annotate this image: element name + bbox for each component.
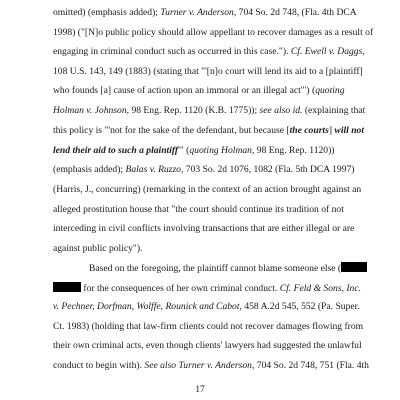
text-segment: Based on the foregoing, the plaintiff cannot blame someone else ( [89,263,342,274]
text-segment: 1998) ("[N]o public policy should allow appellant to recover damages as a result of [53,27,374,38]
text-line [53,145,335,157]
text-line [53,223,354,235]
text-line [53,85,345,97]
text-segment: lend their aid to such a plaintiff [53,145,179,156]
text-segment: (explaining that [302,105,366,116]
text-segment: Ct. 1983) (holding that law-firm clients could not recover damages flowing from [53,321,364,332]
text-segment: Holman v. Johnson [53,105,127,116]
text-segment: Cf. Ewell v. Daggs [290,46,363,57]
text-line [53,27,373,39]
text-segment: v. Pechner, Dorfman, Wolffe, Rounick and Cabot [53,301,240,312]
redaction-block [53,282,81,292]
page-number: 17 [195,384,205,395]
text-segment: omitted) (emphasis added); [53,7,161,18]
text-segment: who founds [a] cause of action upon an immoral or an illegal act'") ( [53,85,316,96]
redaction-block [341,262,367,272]
text-line [53,282,361,295]
text-segment: , 98 Eng. Rep. 1120 (K.B. 1775)); [126,105,260,116]
text-segment: , 703 So. 2d 1076, 1082 (Fla. 5th DCA 1997) [180,164,355,175]
text-segment: ] [328,125,335,136]
text-segment: , 458 A.2d 545, 552 (Pa. Super. [239,301,360,312]
text-line [53,164,354,176]
text-line [53,204,344,216]
text-segment: (Harris, J., concurring) (remarking in the context of an action brought against an [53,184,362,195]
text-segment: See also Turner v. Anderson [144,360,252,371]
text-line [53,360,369,372]
text-segment: will not [334,125,365,136]
text-line [53,321,363,333]
text-segment: , 704 So. 2d 748, (Fla. 4th DCA [233,7,357,18]
text-line [53,46,365,58]
text-line [53,125,364,137]
text-line [53,340,362,352]
text-segment: conduct to begin with). [53,360,145,371]
text-line [53,243,142,255]
text-line [89,262,367,275]
text-segment: engaging in criminal conduct such as occurred in this case."). [53,46,291,57]
text-segment: Balas v. Ruzzo [125,164,181,175]
text-segment: , 704 So. 2d 748, 751 (Fla. 4th [251,360,369,371]
text-line [53,301,360,313]
text-segment: alleged prostitution house that "the court should continue its tradition of not [53,204,344,215]
text-segment: , 98 Eng. Rep. 1120)) [251,145,335,156]
text-line [53,66,363,78]
text-segment: this policy is "'not for the sake of the defendant, but because [ [53,125,290,136]
text-segment: the courts [289,125,329,136]
text-segment: for the consequences of her own criminal conduct. [81,283,280,294]
text-segment: Cf. Feld & Sons, Inc. [279,283,362,294]
text-segment: against public policy"). [53,243,143,254]
text-segment: (emphasis added); [53,164,126,175]
text-segment: interceding in civil conflicts involving transactions that are either illegal or are [53,223,355,234]
text-line [53,105,365,117]
text-segment: '" ( [178,145,190,156]
text-segment: , [362,46,365,57]
text-line [53,7,357,19]
text-line [53,184,361,196]
text-segment: Turner v. Anderson [160,7,234,18]
text-segment: see also id. [259,105,303,116]
text-segment: their own criminal acts, even though clients' lawyers had suggested the unlawful [53,340,362,351]
text-segment: quoting [315,85,345,96]
text-segment: 108 U.S. 143, 149 (1883) (stating that "'[n]o court will lend its aid to a [plaintiff] [53,66,363,77]
text-segment: quoting Holman [189,145,252,156]
